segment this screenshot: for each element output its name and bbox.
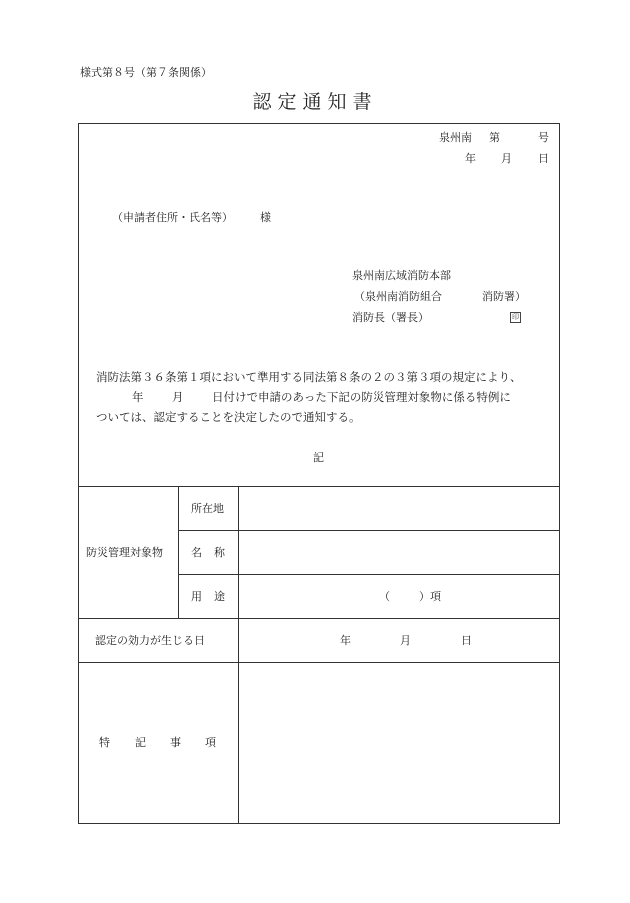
remarks-label-char-2: 記	[135, 736, 146, 749]
doc-number-go: 号	[538, 131, 549, 144]
document-title: 認定通知書	[252, 91, 378, 113]
effective-date-label: 認定の効力が生じる日	[95, 634, 205, 647]
rule-object-bottom	[78, 618, 560, 619]
name-label-char-2: 称	[214, 546, 225, 559]
rule-location-bottom	[178, 530, 560, 531]
rule-notice-bottom	[78, 486, 560, 487]
use-paren-close: ）項	[419, 590, 441, 603]
issuer-org: 泉州南広域消防本部	[352, 269, 451, 282]
rule-object-divider	[178, 486, 179, 618]
seal-box: 印	[512, 313, 519, 321]
rule-name-bottom	[178, 574, 560, 575]
location-label: 所在地	[191, 502, 224, 515]
use-paren-open: （	[379, 590, 390, 603]
rule-effective-bottom	[78, 662, 560, 663]
honorific: 様	[260, 211, 271, 224]
rule-value-divider	[238, 486, 239, 824]
remarks-label-char-3: 事	[170, 736, 181, 749]
remarks-label-char-1: 特	[99, 736, 110, 749]
effective-day: 日	[461, 634, 472, 647]
date-year: 年	[465, 152, 476, 165]
date-day: 日	[538, 152, 549, 165]
body-line-1: 消防法第３６条第１項において準用する同法第８条の２の３第３項の規定により、	[96, 370, 522, 384]
form-number: 様式第８号（第７条関係）	[80, 66, 212, 79]
name-label-char-1: 名	[191, 546, 202, 559]
doc-number-prefix: 泉州南	[439, 131, 472, 144]
doc-number-dai: 第	[489, 131, 500, 144]
body-year: 年	[132, 390, 144, 404]
body-month: 月	[172, 390, 184, 404]
issuer-chief: 消防長（署長）	[352, 311, 429, 324]
applicant-placeholder: （申請者住所・氏名等）	[112, 211, 233, 224]
remarks-label-char-4: 項	[205, 736, 216, 749]
use-label-char-2: 途	[214, 590, 225, 603]
issuer-union: （泉州南消防組合	[354, 290, 442, 303]
body-line-3: ついては、認定することを決定したので通知する。	[96, 410, 361, 424]
body-line-2: 日付けで申請のあった下記の防災管理対象物に係る特例に	[212, 390, 511, 404]
form-frame	[78, 123, 560, 824]
effective-year: 年	[340, 634, 351, 647]
effective-month: 月	[400, 634, 411, 647]
issuer-station: 消防署）	[482, 290, 526, 303]
object-label: 防災管理対象物	[86, 546, 163, 559]
ki-heading: 記	[313, 451, 324, 464]
use-label-char-1: 用	[191, 590, 202, 603]
date-month: 月	[501, 152, 512, 165]
